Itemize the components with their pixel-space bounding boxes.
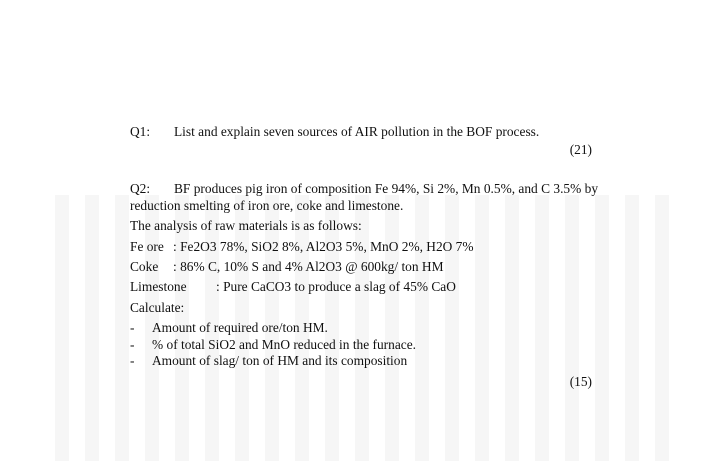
background-watermark	[55, 195, 685, 461]
q2-line1: BF produces pig iron of composition Fe 94%, Si 2%, Mn 0.5%, and C 3.5% by	[174, 181, 599, 196]
bullet-dash: -	[130, 320, 135, 335]
bullet-text: % of total SiO2 and MnO reduced in the furnace.	[152, 337, 417, 352]
bullet-dash: -	[130, 353, 135, 368]
material-name-limestone: Limestone	[130, 279, 187, 294]
q1-label: Q1:	[130, 124, 151, 139]
q2-label: Q2:	[130, 181, 151, 196]
material-name-fe-ore: Fe ore	[130, 239, 164, 254]
q2-line2: reduction smelting of iron ore, coke and limestone.	[130, 198, 404, 213]
calculate-label: Calculate:	[130, 300, 185, 315]
bullet-text: Amount of slag/ ton of HM and its composition	[152, 353, 408, 368]
material-value-limestone: : Pure CaCO3 to produce a slag of 45% CaO	[216, 279, 456, 294]
material-value-fe-ore: : Fe2O3 78%, SiO2 8%, Al2O3 5%, MnO 2%, H2O 7%	[173, 239, 474, 254]
material-value-coke: : 86% C, 10% S and 4% Al2O3 @ 600kg/ ton HM	[173, 259, 444, 274]
bullet-dash: -	[130, 337, 135, 352]
q2-marks: (15)	[569, 374, 592, 389]
q1-text: List and explain seven sources of AIR pollution in the BOF process.	[174, 124, 540, 139]
q1-marks: (21)	[569, 142, 592, 157]
bullet-text: Amount of required ore/ton HM.	[152, 320, 328, 335]
analysis-intro: The analysis of raw materials is as follows:	[130, 218, 362, 233]
material-name-coke: Coke	[130, 259, 159, 274]
